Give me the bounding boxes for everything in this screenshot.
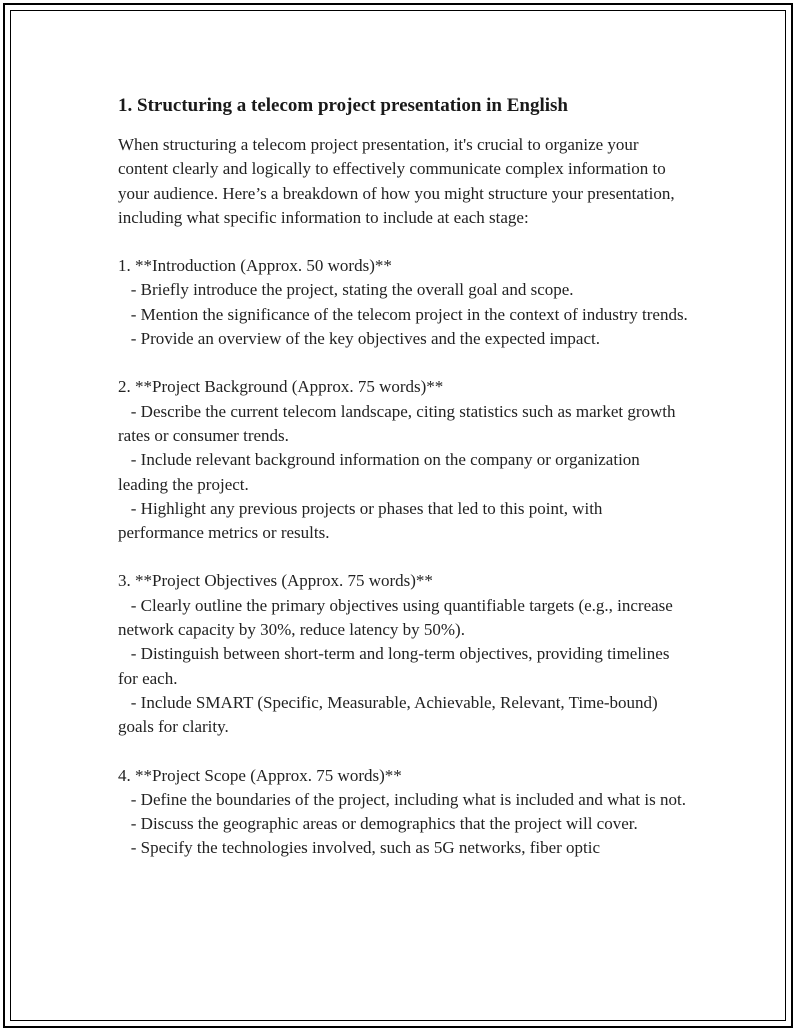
bullet-item [118,497,688,546]
bullet-text: - Define the boundaries of the project, including what is included and what is not. [130,789,686,809]
bullet-item [118,642,688,691]
section-project-scope [118,764,688,861]
bullet-text: - Include SMART (Specific, Measurable, Achievable, Relevant, Time-bound) goals for clarity. [118,692,658,737]
bullet-text: - Specify the technologies involved, such as 5G networks, fiber optic [130,838,601,858]
bullet-item [118,788,688,812]
bullet-item [118,812,688,836]
section-introduction [118,254,688,351]
bullet-text: - Provide an overview of the key objectives and the expected impact. [130,329,600,349]
bullet-text: - Mention the significance of the telecom project in the context of industry trends. [130,304,688,324]
intro-paragraph: When structuring a telecom project presentation, it's crucial to organize your content clearly and logically to effectively communicate complex information to your audience. Here’s a breakdown of how you might structure your presentation, including what specific information to include at each stage: [118,135,675,227]
bullet-item [118,594,688,643]
section-title: 1. **Introduction (Approx. 50 words)** [118,256,392,276]
bullet-item [118,327,688,351]
bullet-text: - Include relevant background information on the company or organization leading the project. [118,450,640,494]
bullet-item [118,448,688,497]
bullet-item [118,400,688,449]
section-project-objectives [118,569,688,739]
section-title: 4. **Project Scope (Approx. 75 words)** [118,765,402,785]
section-title: 3. **Project Objectives (Approx. 75 words)** [118,571,433,591]
bullet-text: - Describe the current telecom landscape, citing statistics such as market growth rates or consumer trends. [118,401,676,445]
bullet-text: - Discuss the geographic areas or demographics that the project will cover. [130,814,638,834]
bullet-text: - Briefly introduce the project, stating the overall goal and scope. [130,280,574,300]
bullet-item [118,836,688,860]
document-body [118,92,688,885]
bullet-item [118,303,688,327]
bullet-text: - Clearly outline the primary objectives using quantifiable targets (e.g., increase network capacity by 30%, reduce latency by 50%). [118,595,673,640]
section-project-background [118,375,688,545]
bullet-item [118,691,688,740]
document-heading: 1. Structuring a telecom project presentation in English [118,95,568,116]
section-title: 2. **Project Background (Approx. 75 words)** [118,377,444,397]
bullet-item [118,278,688,302]
bullet-text: - Distinguish between short-term and long-term objectives, providing timelines for each. [118,644,670,688]
bullet-text: - Highlight any previous projects or phases that led to this point, with performance metrics or results. [118,498,603,543]
